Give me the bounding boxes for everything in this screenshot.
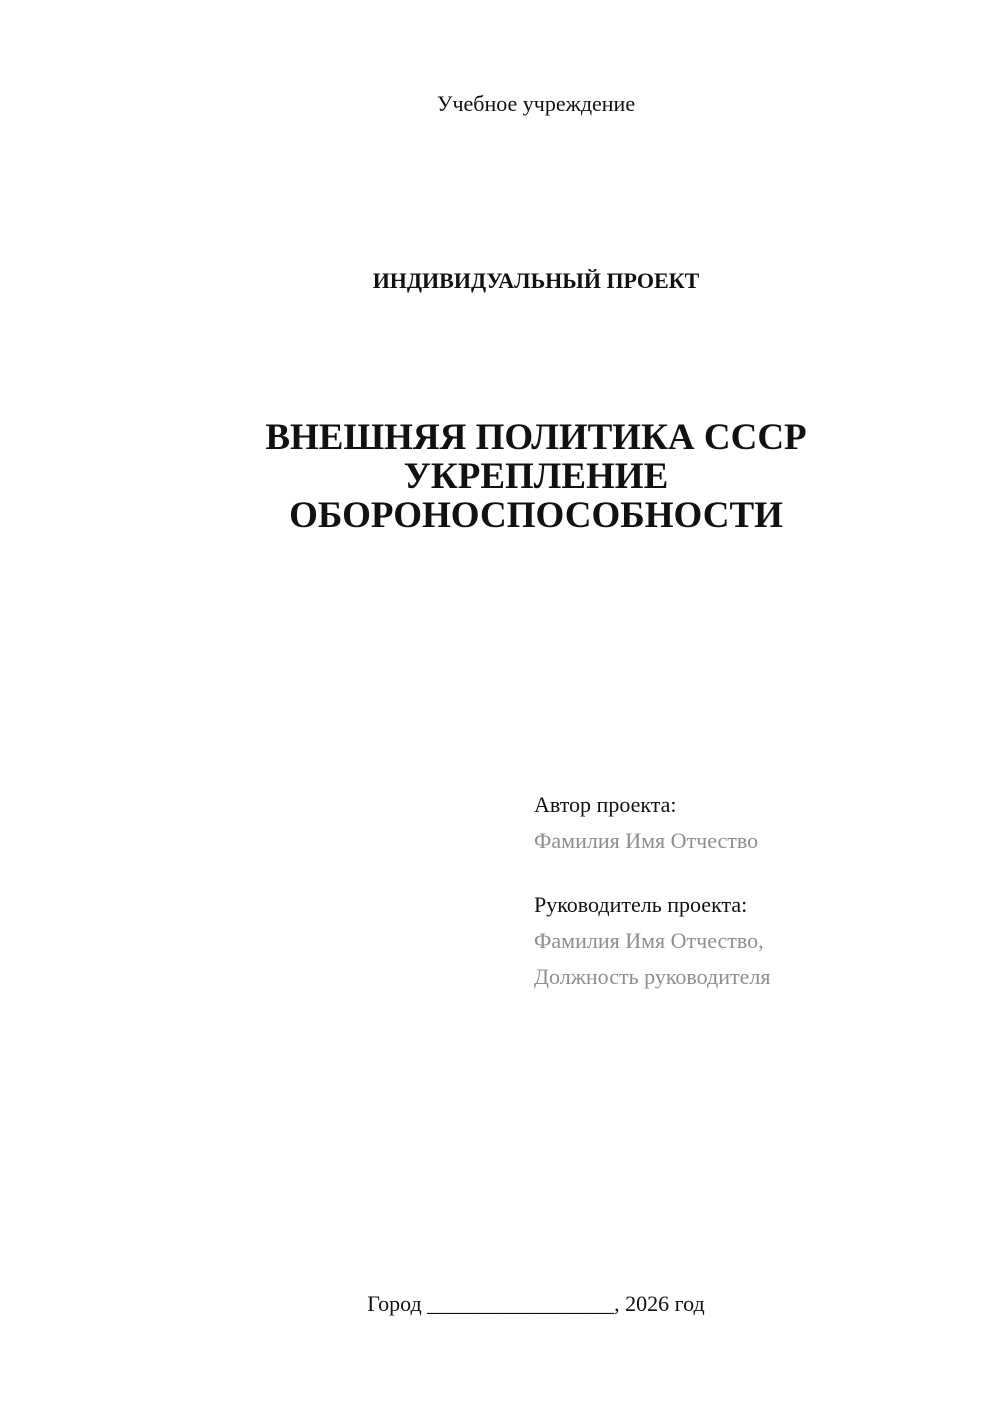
author-label: Автор проекта: [534, 792, 677, 817]
project-info-block [534, 787, 770, 995]
project-title [0, 418, 1000, 535]
supervisor-label: Руководитель проекта: [534, 892, 748, 917]
author-name-placeholder: Фамилия Имя Отчество [534, 828, 759, 853]
institution-name: Учебное учреждение [436, 91, 636, 116]
supervisor-name-placeholder: Фамилия Имя Отчество, [534, 928, 764, 953]
project-title-line-1: ВНЕШНЯЯ ПОЛИТИКА СССР [265, 417, 807, 458]
supervisor-position-placeholder: Должность руководителя [534, 964, 771, 989]
info-spacer [534, 859, 770, 887]
document-type: ИНДИВИДУАЛЬНЫЙ ПРОЕКТ [372, 268, 700, 293]
project-title-line-2: УКРЕПЛЕНИЕ [403, 456, 669, 497]
project-title-line-3: ОБОРОНОСПОСОБНОСТИ [289, 495, 783, 536]
city-year-line: Город _________________, 2026 год [367, 1291, 705, 1316]
